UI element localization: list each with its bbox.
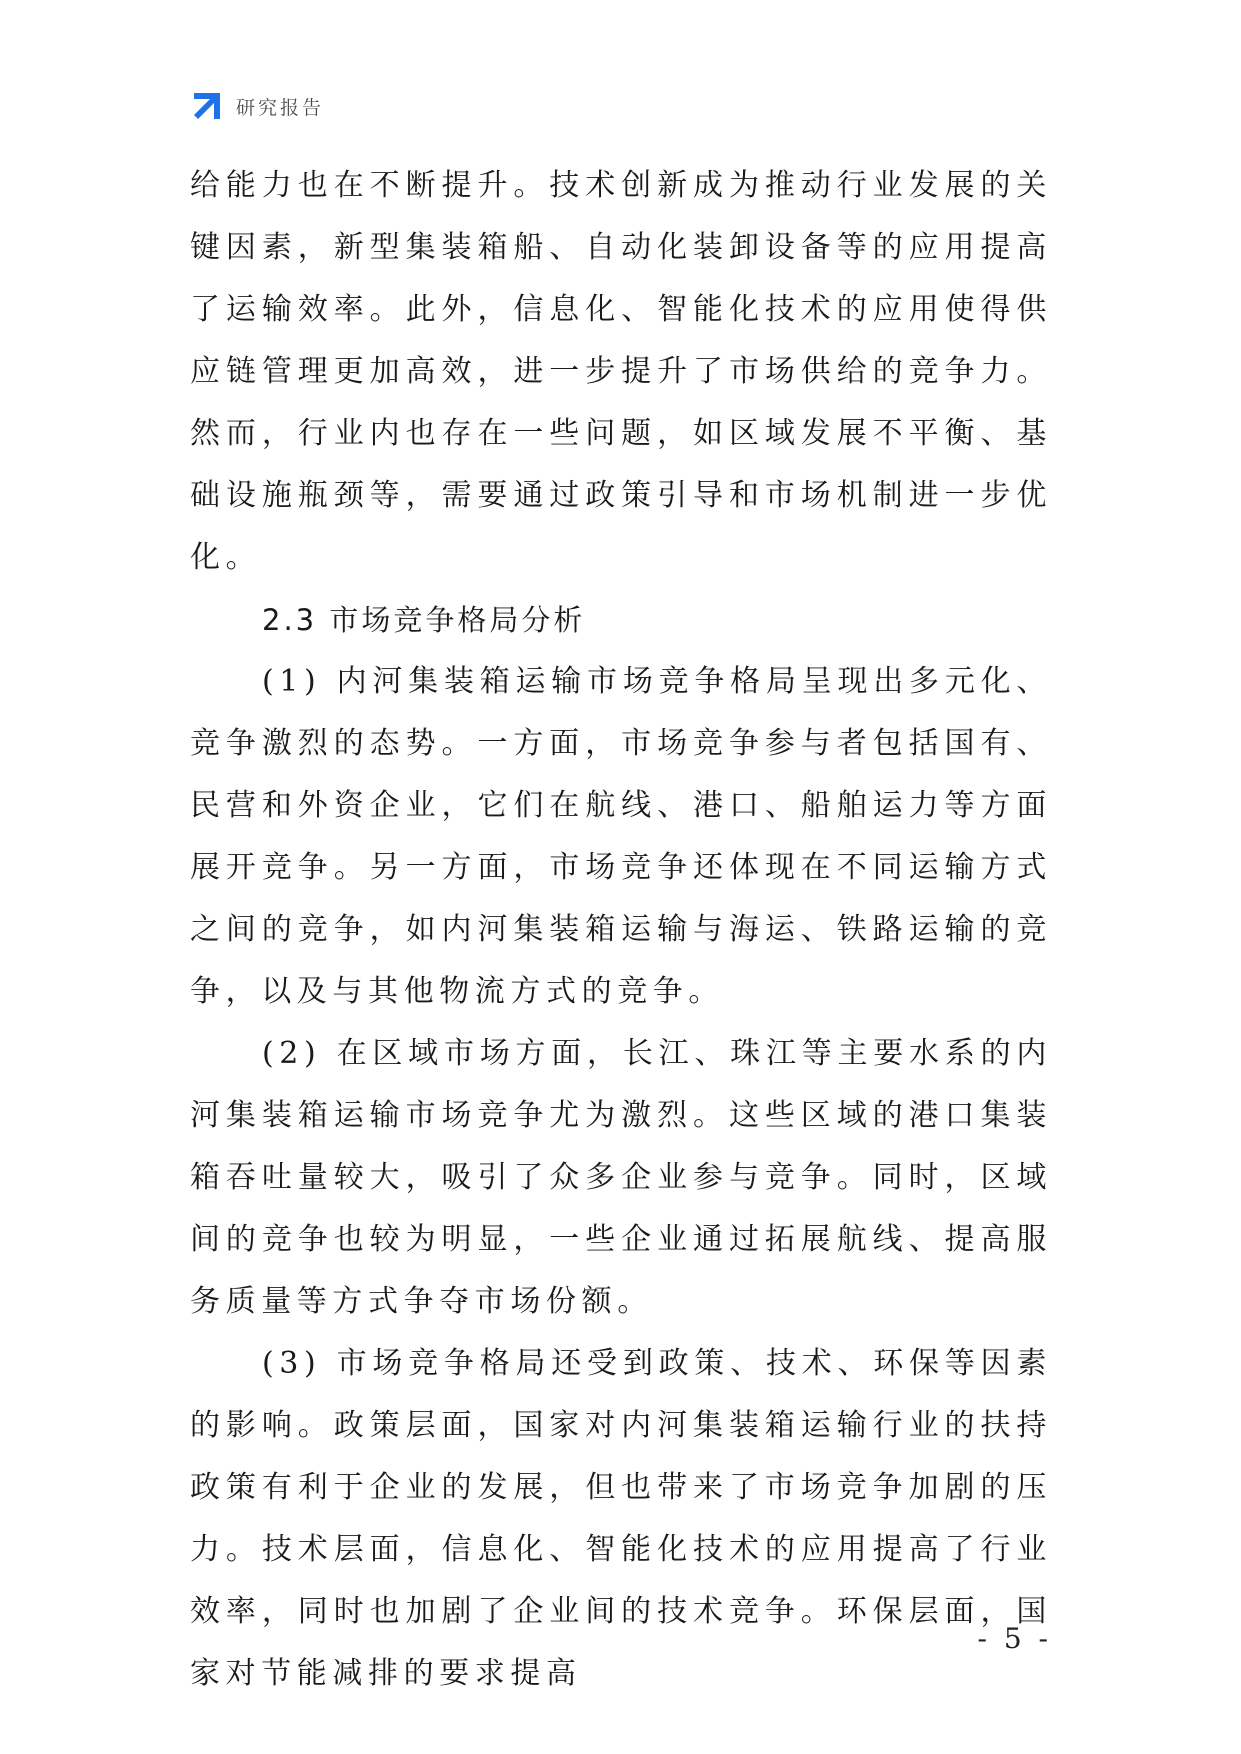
paragraph-2: (2) 在区域市场方面，长江、珠江等主要水系的内河集装箱运输市场竞争尤为激烈。这些区域的港口集装箱吞吐量较大，吸引了众多企业参与竞争。同时，区域间的竞争也较为明显，一些企业通过拓展航线、提高服务质量等方式争夺市场份额。 [190, 1036, 1052, 1319]
section-heading: 2.3 市场竞争格局分析 [262, 603, 586, 637]
paragraph-1: (1) 内河集装箱运输市场竞争格局呈现出多元化、竞争激烈的态势。一方面，市场竞争参与者包括国有、民营和外资企业，它们在航线、港口、船舶运力等方面展开竞争。另一方面，市场竞争还体现在不同运输方式之间的竞争，如内河集装箱运输与海运、铁路运输的竞争，以及与其他物流方式的竞争。 [190, 664, 1052, 1009]
header-title: 研究报告 [236, 96, 325, 119]
document-body [190, 155, 1052, 1705]
page-number: - 5 - [977, 1622, 1052, 1655]
paragraph-continued: 给能力也在不断提升。技术创新成为推动行业发展的关键因素，新型集装箱船、自动化装卸设备等的应用提高了运输效率。此外，信息化、智能化技术的应用使得供应链管理更加高效，进一步提升了市场供给的竞争力。然而，行业内也存在一些问题，如区域发展不平衡、基础设施瓶颈等，需要通过政策引导和市场机制进一步优化。 [190, 168, 1052, 575]
document-header [190, 86, 324, 126]
paragraph-3: (3) 市场竞争格局还受到政策、技术、环保等因素的影响。政策层面，国家对内河集装箱运输行业的扶持政策有利于企业的发展，但也带来了市场竞争加剧的压力。技术层面，信息化、智能化技术的应用提高了行业效率，同时也加剧了企业间的技术竞争。环保层面，国家对节能减排的要求提高 [190, 1346, 1052, 1691]
arrow-up-right-icon [190, 89, 224, 123]
